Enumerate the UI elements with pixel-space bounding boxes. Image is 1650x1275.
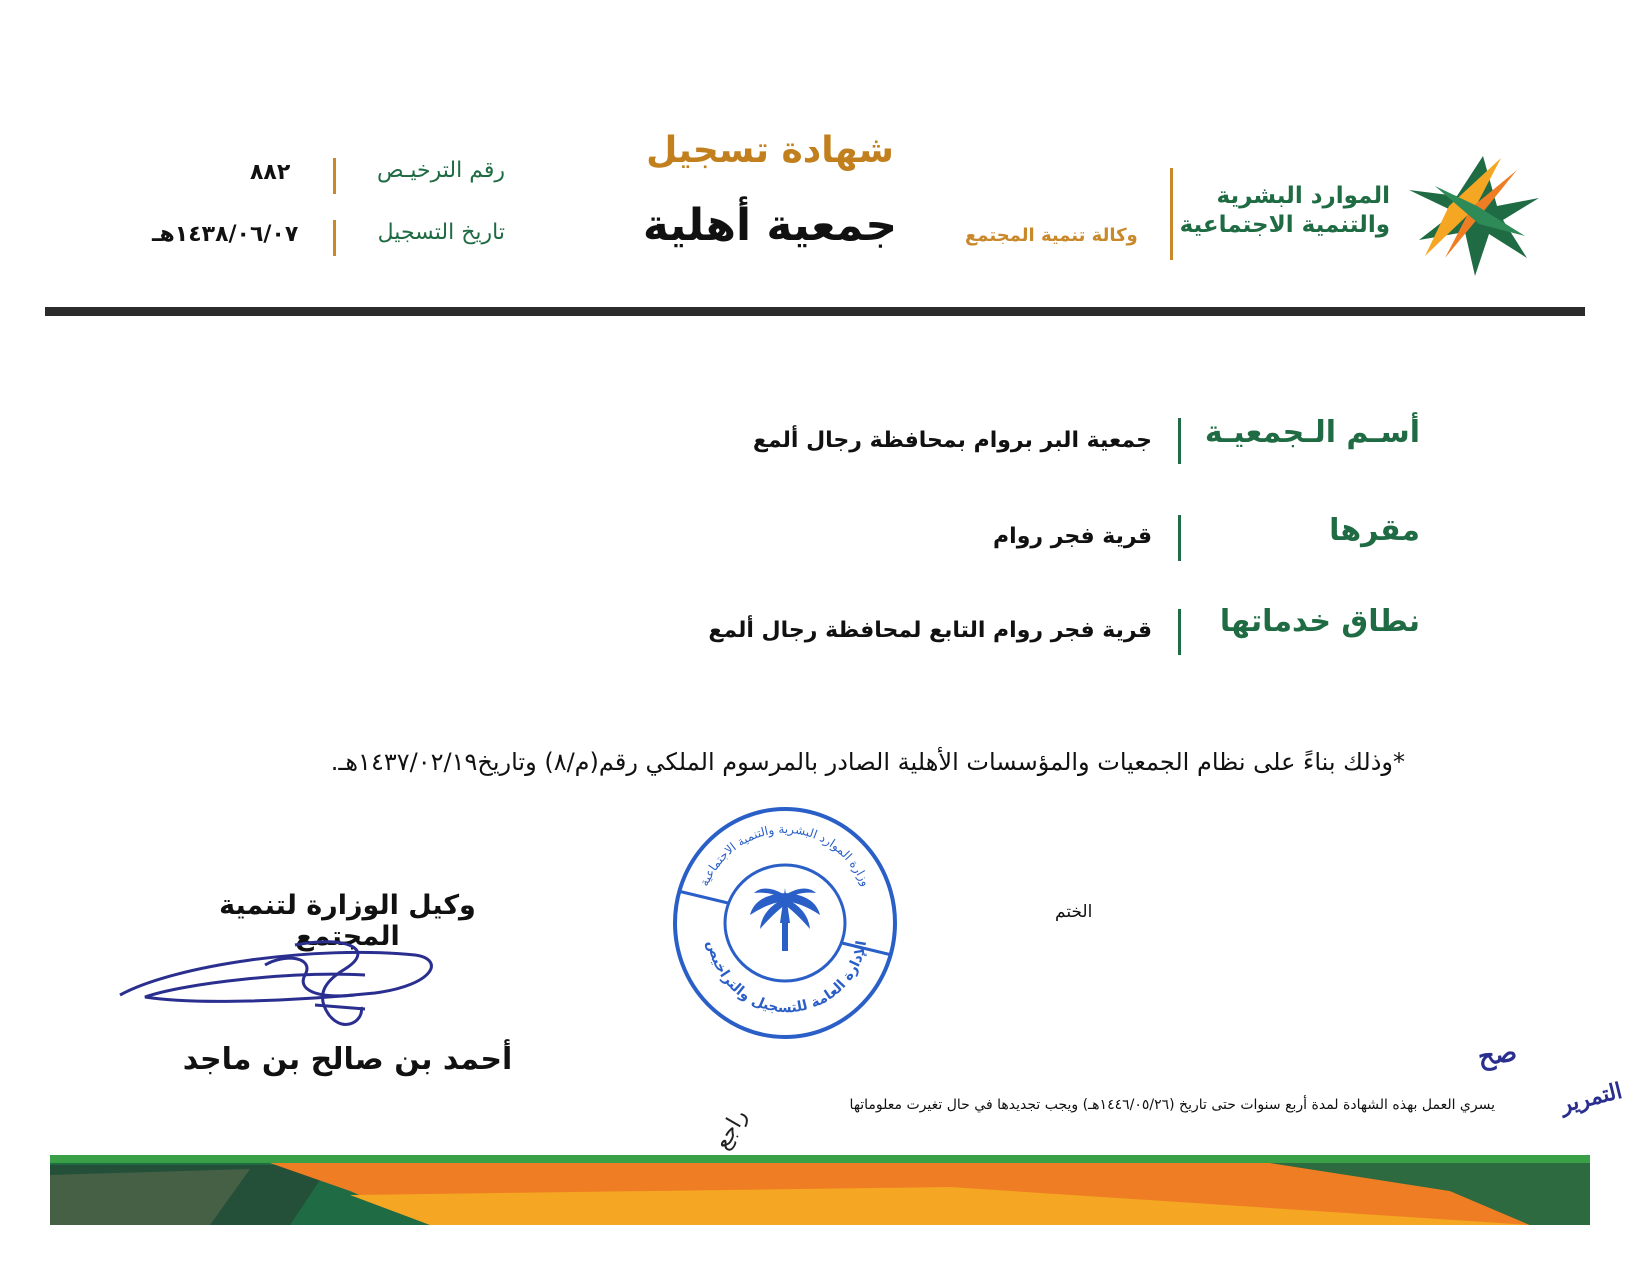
validity-note: يسري العمل بهذه الشهادة لمدة أربع سنوات حتى تاريخ (١٤٤٦/٠٥/٢٦هـ) ويجب تجديدها في حال تغيرت معلوماتها	[849, 1097, 1495, 1113]
header-rule	[45, 307, 1585, 316]
header-divider	[1170, 168, 1173, 260]
association-name-value: جمعية البر بروام بمحافظة رجال ألمع	[752, 428, 1152, 453]
handwritten-mark-middle: راجع	[709, 1105, 753, 1154]
handwritten-signature	[115, 935, 445, 1035]
registration-date-label: تاريخ التسجيل	[377, 220, 505, 245]
association-name-divider	[1178, 418, 1181, 464]
registration-date-divider	[333, 220, 336, 256]
ministry-name-line1: الموارد البشرية	[1216, 183, 1390, 209]
headquarters-divider	[1178, 515, 1181, 561]
legal-basis-text: *وذلك بناءً على نظام الجمعيات والمؤسسات الأهلية الصادر بالمرسوم الملكي رقم(م/٨) وتاريخ١٤٣٧/٠٢/١٩هـ.	[330, 748, 1405, 776]
seal-label: الختم	[1055, 902, 1093, 922]
service-scope-divider	[1178, 609, 1181, 655]
license-number-row	[150, 158, 505, 198]
certificate-title: شهادة تسجيل	[646, 130, 894, 171]
certificate-subtitle: جمعية أهلية	[642, 200, 898, 251]
svg-text:وزارة الموارد البشرية والتنمية	[697, 822, 873, 889]
service-scope-value: قرية فجر روام التابع لمحافظة رجال ألمع	[708, 618, 1152, 643]
signatory-title: وكيل الوزارة لتنمية المجتمع	[219, 890, 476, 952]
license-number-divider	[333, 158, 336, 194]
license-number-value: ٨٨٢	[250, 160, 291, 185]
ministry-name	[1150, 182, 1390, 240]
ministry-logo-icon	[1405, 148, 1545, 278]
handwritten-mark-far-right: التمرير	[1557, 1077, 1625, 1119]
registration-date-value: ١٤٣٨/٠٦/٠٧هـ	[152, 222, 299, 247]
handwritten-mark-right: صح	[1476, 1037, 1519, 1073]
ministry-name-line2: والتنمية الاجتماعية	[1179, 211, 1390, 238]
registration-date-row	[150, 220, 505, 260]
service-scope-label: نطاق خدماتها	[1219, 604, 1420, 639]
signatory-name: أحمد بن صالح بن ماجد	[182, 1042, 513, 1077]
agency-name: وكالة تنمية المجتمع	[965, 225, 1138, 246]
official-seal	[670, 803, 900, 1043]
seal-inner-text: الإدارة العامة للتسجيل والتراخيص	[703, 938, 871, 1017]
headquarters-label: مقرها	[1329, 513, 1420, 548]
decorative-bottom-band	[50, 1155, 1590, 1225]
license-number-label: رقم الترخيـص	[376, 158, 505, 183]
palm-icon	[750, 888, 820, 951]
seal-ring-text: وزارة الموارد البشرية والتنمية الاجتماعية	[696, 821, 874, 889]
headquarters-value: قرية فجر روام	[993, 524, 1152, 549]
association-name-label: أسـم الـجمعيـة	[1204, 415, 1420, 450]
